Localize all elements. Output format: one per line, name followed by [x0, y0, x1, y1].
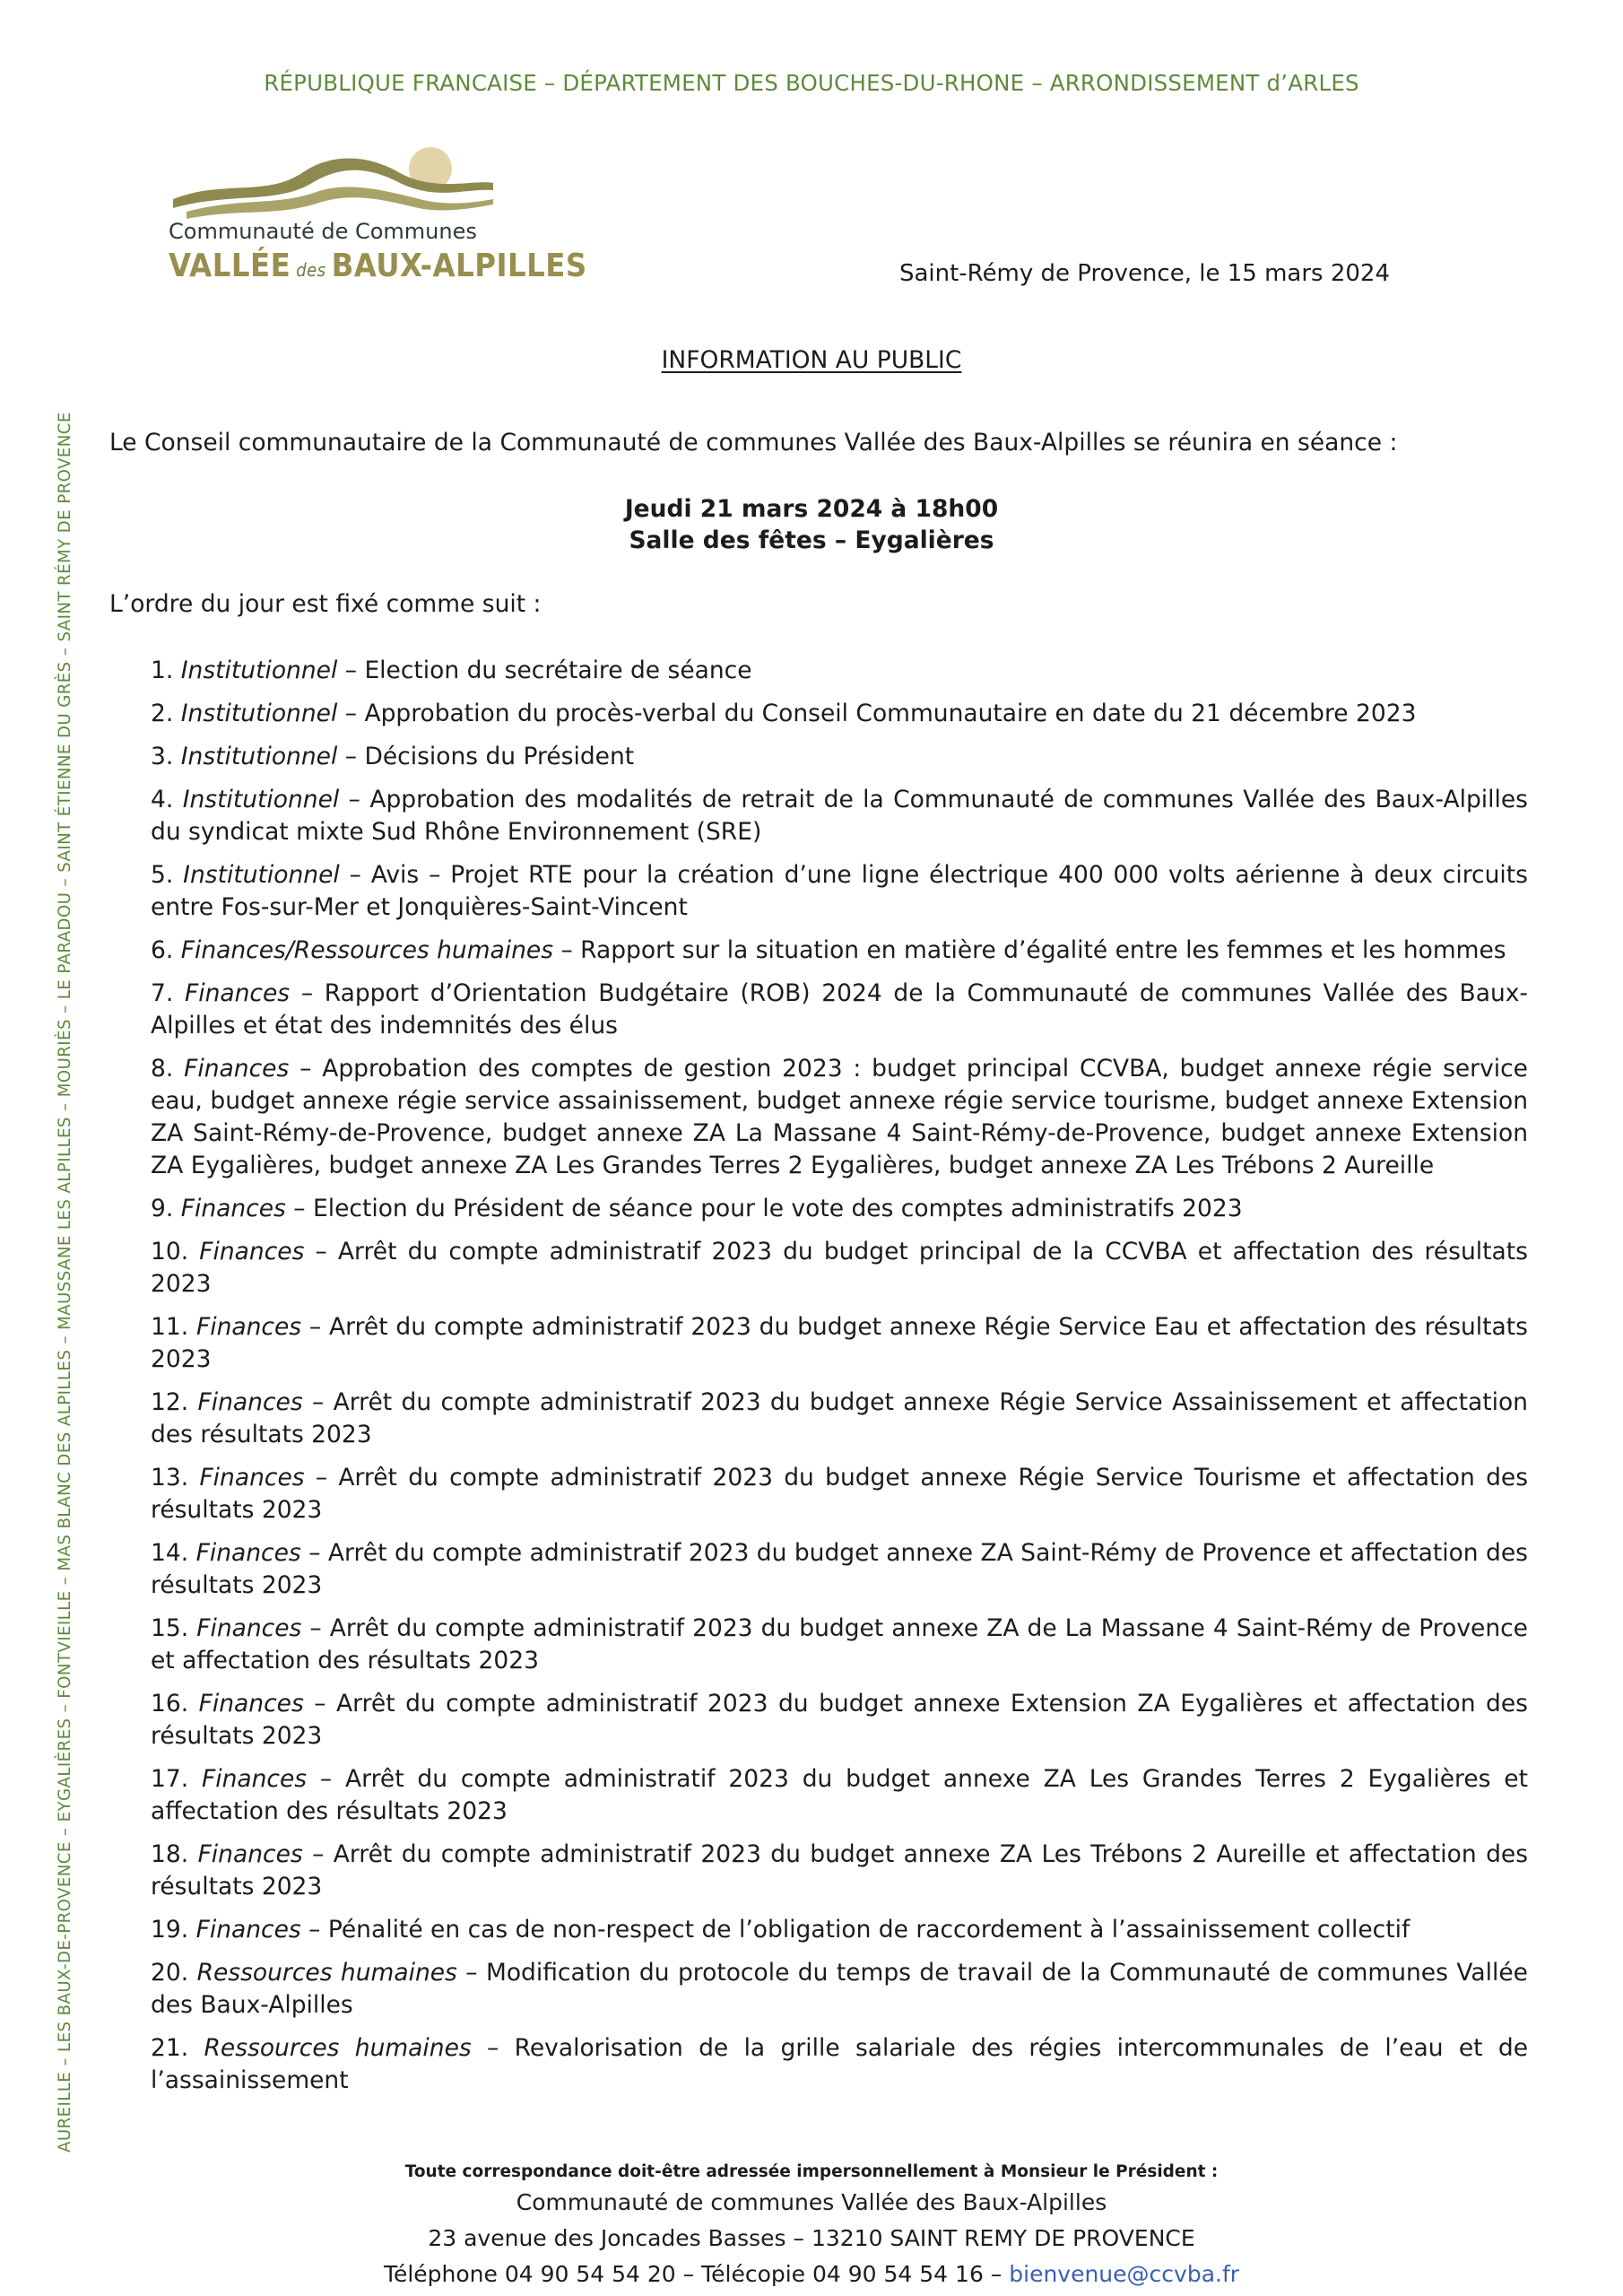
agenda-item [151, 2032, 1528, 2097]
agenda-item-text: Approbation des modalités de retrait de la Communauté de communes Vallée des Baux-Alpilles du syndicat mixte Sud Rhône Environnement (SRE) [151, 786, 1528, 846]
agenda-item-category: Ressources humaines [196, 1959, 457, 1987]
agenda-item-text: Election du Président de séance pour le vote des comptes administratifs 2023 [312, 1195, 1243, 1222]
agenda-item-text: Avis – Projet RTE pour la création d’une ligne électrique 400 000 volts aérienne à deux circuits entre Fos-sur-Mer et Jonquières-Saint-Vincent [151, 861, 1528, 921]
agenda-item-separator: – [301, 1614, 330, 1642]
agenda-item-category: Institutionnel [180, 700, 338, 727]
agenda-item-separator: – [302, 1388, 334, 1416]
agenda-item-category: Finances [199, 1238, 305, 1265]
agenda-item-category: Finances/Ressources humaines [180, 936, 554, 964]
agenda-item-separator: – [456, 1959, 486, 1987]
agenda-item-category: Institutionnel [183, 861, 340, 889]
agenda-item-number: 10. [151, 1238, 189, 1265]
agenda-item [151, 1914, 1528, 1946]
agenda-item [151, 1193, 1528, 1225]
agenda-item [151, 1053, 1528, 1182]
agenda-item [151, 1613, 1528, 1677]
agenda-item-number: 21. [151, 2034, 189, 2062]
agenda-item-category: Institutionnel [180, 657, 338, 684]
agenda-item-number: 19. [151, 1916, 189, 1944]
agenda-item-number: 12. [151, 1388, 189, 1416]
agenda-item-number: 9. [151, 1195, 174, 1222]
agenda-item [151, 698, 1528, 730]
agenda-intro: L’ordre du jour est fixé comme suit : [109, 590, 542, 618]
logo-name-des: des [296, 259, 326, 281]
meeting-info [0, 493, 1623, 556]
agenda-item [151, 1839, 1528, 1903]
agenda-item-number: 17. [151, 1765, 189, 1793]
agenda-item-number: 7. [151, 979, 174, 1007]
footer-phone-fax: Téléphone 04 90 54 54 20 – Télécopie 04 90 54 54 16 – [383, 2261, 1010, 2287]
footer-contact [0, 2257, 1623, 2292]
agenda-item [151, 784, 1528, 848]
agenda-item-separator: – [289, 1055, 323, 1083]
agenda-item-separator: – [300, 1539, 328, 1567]
agenda-item-category: Finances [197, 1840, 303, 1868]
meeting-date: Jeudi 21 mars 2024 à 18h00 [624, 495, 999, 523]
logo-title: Communauté de Communes [169, 219, 477, 244]
agenda-item-number: 2. [151, 700, 174, 727]
agenda-item-separator: – [304, 1464, 339, 1492]
agenda-item-text: Arrêt du compte administratif 2023 du budget annexe ZA de La Massane 4 Saint-Rémy de Provence et affectation des résultats 2023 [151, 1614, 1528, 1674]
agenda-item [151, 935, 1528, 967]
document-title: INFORMATION AU PUBLIC [661, 346, 962, 374]
agenda-item [151, 741, 1528, 773]
member-communes-vertical-text: AUREILLE – LES BAUX-DE-PROVENCE – EYGALIÈRES – FONTVIEILLE – MAS BLANC DES ALPILLES – MAUSSANE LES ALPILLES – MOURIÈS – LE PARADOU – SAINT ÉTIENNE DU GRÈS – SAINT RÉMY DE PROVENCE [56, 412, 74, 2152]
footer-correspondence-note: Toute correspondance doit-être adressée impersonnellement à Monsieur le Président : [404, 2162, 1219, 2181]
agenda-item-separator: – [337, 700, 365, 727]
agenda-item-text: Décisions du Président [364, 743, 635, 770]
logo-name-part1: VALLÉE [169, 248, 291, 284]
agenda-item-text: Arrêt du compte administratif 2023 du budget annexe Régie Service Tourisme et affectation des résultats 2023 [151, 1464, 1528, 1524]
agenda-item-text: Arrêt du compte administratif 2023 du budget annexe ZA Les Trébons 2 Aureille et affectation des résultats 2023 [151, 1840, 1528, 1900]
footer-address: 23 avenue des Joncades Basses – 13210 SAINT REMY DE PROVENCE [428, 2225, 1195, 2251]
agenda-item-text: Arrêt du compte administratif 2023 du budget annexe ZA Les Grandes Terres 2 Eygalières et affectation des résultats 2023 [151, 1765, 1528, 1825]
agenda-item-number: 6. [151, 936, 174, 964]
agenda-item-separator: – [307, 1765, 346, 1793]
agenda-item-category: Finances [198, 1690, 304, 1718]
agenda-item-text: Revalorisation de la grille salariale des régies intercommunales de l’eau et de l’assainissement [151, 2034, 1528, 2094]
agenda-item-category: Institutionnel [180, 743, 338, 770]
agenda-item [151, 1763, 1528, 1828]
agenda-item-text: Approbation du procès-verbal du Conseil Communautaire en date du 21 décembre 2023 [364, 700, 1417, 727]
agenda-item-category: Finances [195, 1916, 301, 1944]
agenda-item-category: Institutionnel [182, 786, 340, 813]
agenda-item [151, 655, 1528, 687]
agenda-item-category: Finances [197, 1388, 303, 1416]
agenda-item [151, 859, 1528, 924]
agenda-item-separator: – [304, 1238, 338, 1265]
agenda-item-category: Finances [180, 1195, 286, 1222]
agenda-item-text: Pénalité en cas de non-respect de l’obligation de raccordement à l’assainissement collectif [327, 1916, 1410, 1944]
agenda-item-number: 1. [151, 657, 174, 684]
agenda-item-number: 5. [151, 861, 174, 889]
agenda-item [151, 1311, 1528, 1376]
agenda-item-separator: – [339, 861, 371, 889]
agenda-item [151, 978, 1528, 1042]
agenda-item [151, 1537, 1528, 1602]
agenda-item-text: Approbation des comptes de gestion 2023 : budget principal CCVBA, budget annexe régie service eau, budget annexe régie service assainissement, budget annexe régie service tourisme, budget annexe Extension ZA Saint-Rémy-de-Provence, budget annexe ZA La Massane 4 Saint-Rémy-de-Provence, budget annexe Extension ZA Eygalières, budget annexe ZA Les Grandes Terres 2 Eygalières, budget annexe ZA Les Trébons 2 Aureille [151, 1055, 1528, 1179]
agenda-item-separator: – [337, 657, 365, 684]
agenda-item-separator: – [303, 1690, 337, 1718]
agenda-item-separator: – [337, 743, 365, 770]
document-date: Saint-Rémy de Provence, le 15 mars 2024 [898, 260, 1390, 287]
header-republique-line: RÉPUBLIQUE FRANCAISE – DÉPARTEMENT DES BOUCHES-DU-RHONE – ARRONDISSEMENT d’ARLES [264, 70, 1359, 96]
logo-name [169, 248, 587, 284]
agenda-item-text: Arrêt du compte administratif 2023 du budget annexe ZA Saint-Rémy de Provence et affectation des résultats 2023 [151, 1539, 1528, 1599]
footer-email-link[interactable]: bienvenue@ccvba.fr [1009, 2261, 1240, 2287]
agenda-item-text: Arrêt du compte administratif 2023 du budget annexe Régie Service Assainissement et affectation des résultats 2023 [151, 1388, 1528, 1448]
logo [169, 144, 587, 296]
footer [0, 2160, 1623, 2292]
agenda-item-category: Finances [195, 1313, 302, 1341]
agenda-item-category: Finances [185, 979, 291, 1007]
agenda-item [151, 1387, 1528, 1451]
agenda-item [151, 1688, 1528, 1752]
agenda-item-separator: – [339, 786, 370, 813]
agenda-item-number: 8. [151, 1055, 174, 1083]
logo-hills-icon [169, 144, 509, 224]
agenda-item-category: Finances [195, 1539, 301, 1567]
agenda-item-category: Ressources humaines [204, 2034, 472, 2062]
agenda-item-text: Arrêt du compte administratif 2023 du budget annexe Régie Service Eau et affectation des résultats 2023 [151, 1313, 1528, 1373]
agenda-item-separator: – [301, 1313, 330, 1341]
agenda-item-number: 16. [151, 1690, 189, 1718]
agenda-item-category: Finances [184, 1055, 290, 1083]
agenda-item-text: Modification du protocole du temps de travail de la Communauté de communes Vallée des Baux-Alpilles [151, 1959, 1528, 2019]
agenda-item-text: Rapport sur la situation en matière d’égalité entre les femmes et les hommes [580, 936, 1506, 964]
agenda-item-category: Finances [199, 1464, 305, 1492]
agenda-item [151, 1462, 1528, 1526]
agenda-item-text: Election du secrétaire de séance [364, 657, 752, 684]
intro-text: Le Conseil communautaire de la Communauté de communes Vallée des Baux-Alpilles se réunira en séance : [109, 429, 1398, 457]
agenda-item-separator: – [285, 1195, 313, 1222]
logo-name-part2: BAUX-ALPILLES [331, 248, 587, 284]
agenda-item [151, 1957, 1528, 2022]
agenda-item-text: Arrêt du compte administratif 2023 du budget principal de la CCVBA et affectation des résultats 2023 [151, 1238, 1528, 1298]
agenda-item-separator: – [290, 979, 325, 1007]
agenda-item-number: 15. [151, 1614, 189, 1642]
meeting-place: Salle des fêtes – Eygalières [629, 526, 994, 554]
agenda-item-number: 18. [151, 1840, 189, 1868]
agenda-item-separator: – [553, 936, 581, 964]
agenda-item-number: 4. [151, 786, 174, 813]
agenda-item-number: 3. [151, 743, 174, 770]
agenda-item-text: Rapport d’Orientation Budgétaire (ROB) 2024 de la Communauté de communes Vallée des Baux-Alpilles et état des indemnités des élus [151, 979, 1528, 1039]
agenda-item-separator: – [302, 1840, 334, 1868]
agenda-item-text: Arrêt du compte administratif 2023 du budget annexe Extension ZA Eygalières et affectation des résultats 2023 [151, 1690, 1528, 1750]
agenda-item-number: 14. [151, 1539, 189, 1567]
agenda-item-number: 20. [151, 1959, 189, 1987]
agenda-item-number: 11. [151, 1313, 189, 1341]
agenda-item-category: Finances [196, 1614, 302, 1642]
agenda-item-category: Finances [201, 1765, 308, 1793]
agenda-item-number: 13. [151, 1464, 189, 1492]
agenda-item-separator: – [471, 2034, 515, 2062]
agenda-item-separator: – [300, 1916, 328, 1944]
footer-organisation: Communauté de communes Vallée des Baux-Alpilles [516, 2189, 1107, 2215]
agenda-item [151, 1236, 1528, 1300]
